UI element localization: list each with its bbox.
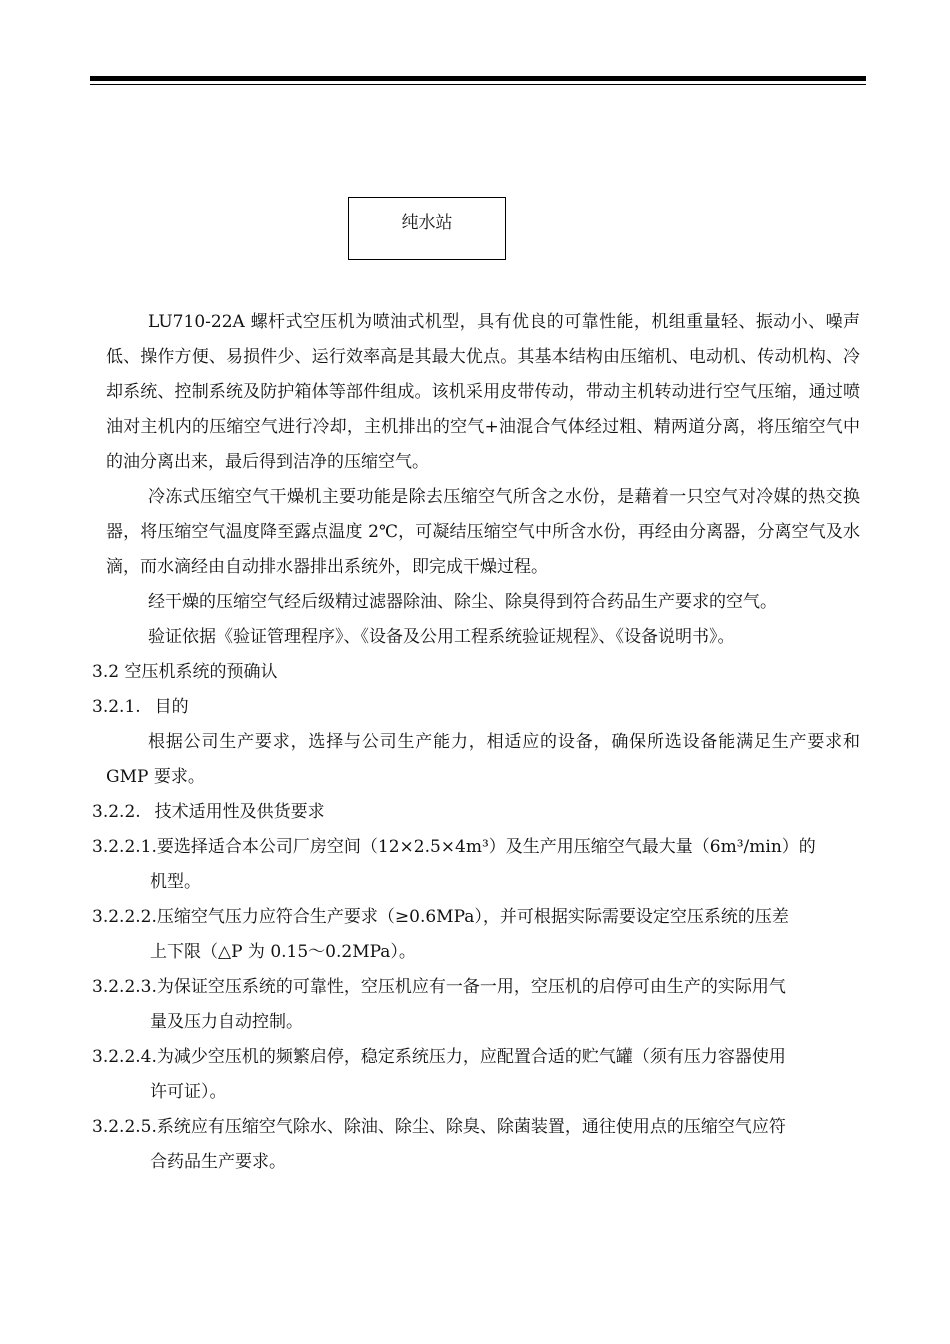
- header-rule-thin: [90, 84, 866, 85]
- subsection-title: 技术适用性及供货要求: [154, 802, 325, 822]
- item-number: 3.2.2.2.: [92, 907, 157, 927]
- item-text: 系统应有压缩空气除水、除油、除尘、除臭、除菌装置，通往使用点的压缩空气应符: [156, 1117, 786, 1137]
- item-number: 3.2.2.5.: [92, 1117, 157, 1137]
- item-number: 3.2.2.3.: [92, 977, 157, 997]
- subsection-3-2-1: [92, 690, 860, 725]
- item-number: 3.2.2.1.: [92, 837, 157, 857]
- item-continuation: 许可证）。: [150, 1082, 227, 1102]
- header-rule-thick: [90, 76, 866, 81]
- list-item: [92, 900, 860, 935]
- item-continuation: 量及压力自动控制。: [150, 1012, 303, 1032]
- list-item: [92, 1110, 860, 1145]
- paragraph-filter: 经干燥的压缩空气经后级精过滤器除油、除尘、除臭得到符合药品生产要求的空气。: [148, 592, 777, 612]
- item-continuation: 上下限（△P 为 0.15～0.2MPa）。: [150, 942, 416, 962]
- list-item: [92, 970, 860, 1005]
- item-text: 压缩空气压力应符合生产要求（≥0.6MPa），并可根据实际需要设定空压系统的压差: [156, 907, 789, 927]
- item-text: 要选择适合本公司厂房空间（12×2.5×4m³）及生产用压缩空气最大量（6m³/min）的: [156, 837, 816, 857]
- subsection-number: 3.2.1.: [92, 697, 141, 717]
- box-label: 纯水站: [348, 197, 506, 260]
- item-continuation: 机型。: [150, 872, 201, 892]
- item-number: 3.2.2.4.: [92, 1047, 157, 1067]
- document-body: [92, 305, 860, 1180]
- list-item: [92, 830, 860, 865]
- paragraph-compressor: LU710-22A 螺杆式空压机为喷油式机型，具有优良的可靠性能，机组重量轻、振动小、噪声低、操作方便、易损件少、运行效率高是其最大优点。其基本结构由压缩机、电动机、传动机构、冷却系统、控制系统及防护箱体等部件组成。该机采用皮带传动，带动主机转动进行空气压缩，通过喷油对主机内的压缩空气进行冷却，主机排出的空气+油混合气体经过粗、精两道分离，将压缩空气中的油分离出来，最后得到洁净的压缩空气。: [106, 312, 860, 472]
- purpose-body: 根据公司生产要求，选择与公司生产能力，相适应的设备，确保所选设备能满足生产要求和 GMP 要求。: [106, 732, 860, 787]
- item-text: 为保证空压系统的可靠性，空压机应有一备一用，空压机的启停可由生产的实际用气: [156, 977, 786, 997]
- paragraph-dryer: 冷冻式压缩空气干燥机主要功能是除去压缩空气所含之水份，是藉着一只空气对冷媒的热交换器，将压缩空气温度降至露点温度 2℃，可凝结压缩空气中所含水份，再经由分离器，分离空气及水滴，而水滴经由自动排水器排出系统外，即完成干燥过程。: [106, 487, 860, 577]
- subsection-number: 3.2.2.: [92, 802, 141, 822]
- list-item: [92, 1040, 860, 1075]
- paragraph-basis: 验证依据《验证管理程序》、《设备及公用工程系统验证规程》、《设备说明书》。: [148, 627, 735, 647]
- subsection-title: 目的: [154, 697, 189, 717]
- item-continuation: 合药品生产要求。: [150, 1152, 286, 1172]
- section-heading: 3.2 空压机系统的预确认: [92, 662, 278, 682]
- subsection-3-2-2: [92, 795, 860, 830]
- item-text: 为减少空压机的频繁启停，稳定系统压力，应配置合适的贮气罐（须有压力容器使用: [156, 1047, 786, 1067]
